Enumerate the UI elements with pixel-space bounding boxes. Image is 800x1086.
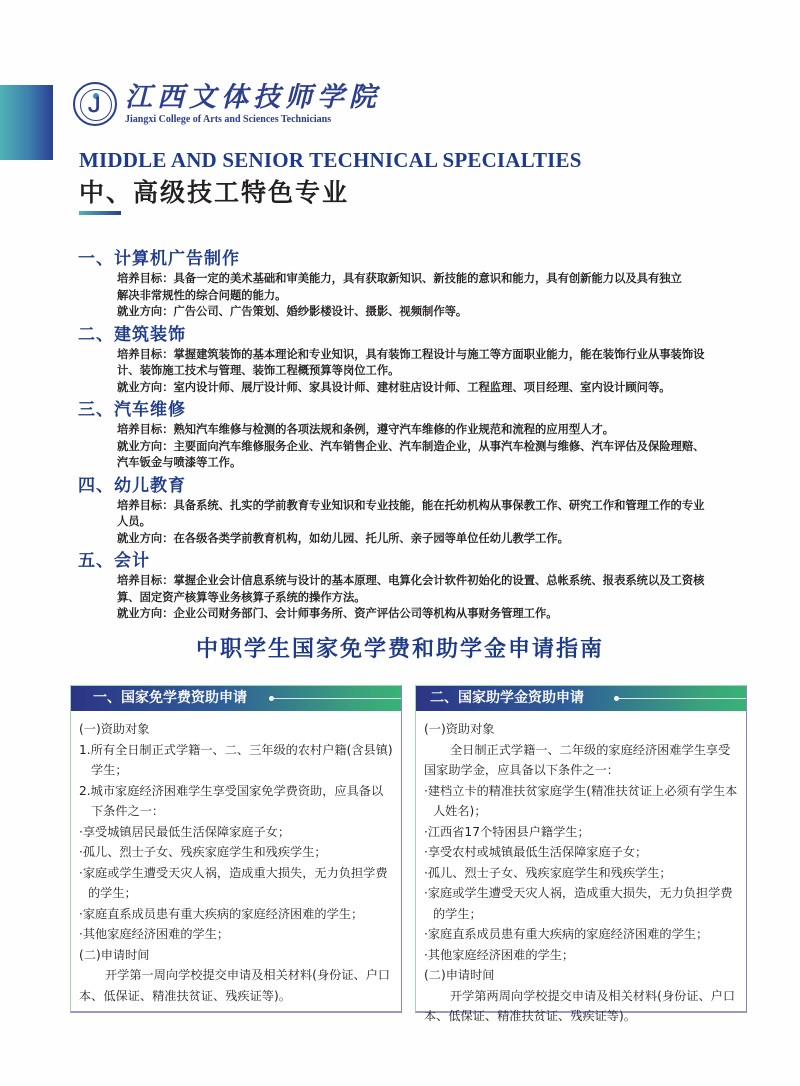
specialties-list (78, 247, 778, 625)
bullet-item: ·享受农村或城镇最低生活保障家庭子女； (424, 845, 648, 859)
specialty-line: 就业方向：在各级各类学前教育机构，如幼儿园、托儿所、亲子园等单位任幼儿教学工作。 (117, 531, 569, 545)
specialty-line: 解决非常规性的综合问题的能力。 (117, 288, 287, 302)
specialty-computer-advertising (78, 247, 778, 321)
box-body (416, 711, 746, 1027)
specialty-early-childhood-education (78, 474, 778, 548)
specialty-line: 就业方向：广告公司、广告策划、婚纱影楼设计、摄影、视频制作等。 (117, 305, 468, 318)
bullet-item: ·建档立卡的精准扶贫家庭学生(精准扶贫证上必须有学生本人姓名)； (424, 783, 738, 818)
section-label: (一)资助对象 (424, 722, 495, 736)
title-underline (79, 211, 121, 215)
bullet-item: ·家庭直系成员患有重大疾病的家庭经济困难的学生； (424, 927, 709, 941)
specialty-line: 就业方向：企业公司财务部门、会计师事务所、资产评估公司等机构从事财务管理工作。 (117, 607, 558, 620)
paragraph: 全日制正式学籍一、二年级的家庭经济困难学生享受国家助学金，应具备以下条件之一： (424, 742, 731, 777)
specialty-line: 培养目标：具备一定的美术基础和审美能力，具有获取新知识、新技能的意识和能力，具有创新能力以及具有独立 (117, 272, 682, 285)
box-heading (71, 686, 401, 711)
specialty-title: 三、汽车维修 (78, 400, 186, 420)
bullet-item: ·江西省17个特困县户籍学生； (424, 824, 590, 839)
box-heading-text: 一、国家免学费资助申请 (93, 690, 247, 706)
box-heading (416, 686, 746, 711)
specialty-line: 就业方向：室内设计师、展厅设计师、家具设计师、建材驻店设计师、工程监理、项目经理、室内设计顾问等。 (117, 380, 671, 394)
specialty-line: 培养目标：具备系统、扎实的学前教育专业知识和专业技能，能在托幼机构从事保教工作、研究工作和管理工作的专业 (117, 498, 705, 512)
college-seal-icon: ᒍ (73, 82, 117, 126)
decorative-side-bar (0, 85, 53, 160)
section-label: (二)申请时间 (79, 947, 150, 962)
numbered-item: 1.所有全日制正式学籍一、二、三年级的农村户籍(含县镇)学生； (79, 742, 393, 777)
specialty-line: 汽车钣金与喷漆等工作。 (117, 456, 242, 469)
specialty-auto-repair (78, 398, 778, 472)
box-heading-text: 二、国家助学金资助申请 (430, 690, 584, 706)
college-logo (73, 82, 381, 126)
specialty-line: 就业方向：主要面向汽车维修服务企业、汽车销售企业、汽车制造企业，从事汽车检测与维修、汽车评估及保险理赔、 (117, 439, 705, 453)
bullet-item: ·家庭直系成员患有重大疾病的家庭经济困难的学生； (79, 906, 364, 921)
logo-english-name: Jiangxi College of Arts and Sciences Technicians (125, 114, 332, 125)
paragraph: 开学第两周向学校提交申请及相关材料(身份证、户口本、低保证、精准扶贫证、残疾证等)。 (424, 988, 736, 1023)
bullet-item: ·享受城镇居民最低生活保障家庭子女； (79, 824, 291, 839)
specialty-line: 培养目标：掌握企业会计信息系统与设计的基本原理、电算化会计软件初始化的设置、总帐系统、报表系统以及工资核 (117, 574, 705, 587)
specialty-line: 培养目标：掌握建筑装饰的基本理论和专业知识，具有装饰工程设计与施工等方面职业能力，能在装饰行业从事装饰设 (117, 347, 705, 361)
student-grant-box (415, 685, 747, 1023)
specialty-title: 二、建筑装饰 (78, 324, 186, 345)
specialty-line: 算、固定资产核算等业务核算子系统的操作方法。 (117, 590, 366, 604)
page-title-chinese: 中、高级技工特色专业 (79, 178, 350, 207)
bullet-item: ·孤儿、烈士子女、残疾家庭学生和残疾学生； (79, 845, 327, 859)
bullet-item: ·家庭或学生遭受天灾人祸，造成重大损失，无力负担学费的学生； (79, 865, 388, 900)
specialty-line: 计、装饰施工技术与管理、装饰工程概预算等岗位工作。 (117, 364, 400, 377)
heading-line (616, 698, 746, 699)
numbered-item: 2.城市家庭经济困难学生享受国家免学费资助，应具备以下条件之一： (79, 783, 384, 818)
bullet-item: ·其他家庭经济困难的学生； (79, 927, 230, 941)
specialty-title: 五、会计 (78, 551, 150, 571)
heading-line (271, 698, 401, 699)
specialty-title: 一、计算机广告制作 (78, 249, 240, 269)
logo-chinese-name: 江西文体技师学院 (125, 82, 381, 113)
paragraph: 开学第一周向学校提交申请及相关材料(身份证、户口本、低保证、精准扶贫证、残疾证等)。 (79, 968, 391, 1003)
tuition-exemption-box (70, 685, 402, 1013)
section-label: (一)资助对象 (79, 722, 150, 736)
bullet-item: ·其他家庭经济困难的学生； (424, 947, 575, 962)
specialty-line: 培养目标：熟知汽车维修与检测的各项法规和条例，遵守汽车维修的作业规范和流程的应用型人才。 (117, 423, 615, 436)
page-title-english: MIDDLE AND SENIOR TECHNICAL SPECIALTIES (79, 148, 582, 172)
specialty-accounting (78, 549, 778, 623)
box-body (71, 711, 401, 1006)
bullet-item: ·孤儿、烈士子女、残疾家庭学生和残疾学生； (424, 865, 672, 880)
specialty-line: 人员。 (117, 515, 151, 528)
specialty-architectural-decoration (78, 323, 778, 397)
bullet-item: ·家庭或学生遭受天灾人祸，造成重大损失，无力负担学费的学生； (424, 886, 733, 921)
guide-title: 中职学生国家免学费和助学金申请指南 (195, 636, 604, 662)
section-label: (二)申请时间 (424, 968, 495, 982)
specialty-title: 四、幼儿教育 (78, 475, 186, 496)
